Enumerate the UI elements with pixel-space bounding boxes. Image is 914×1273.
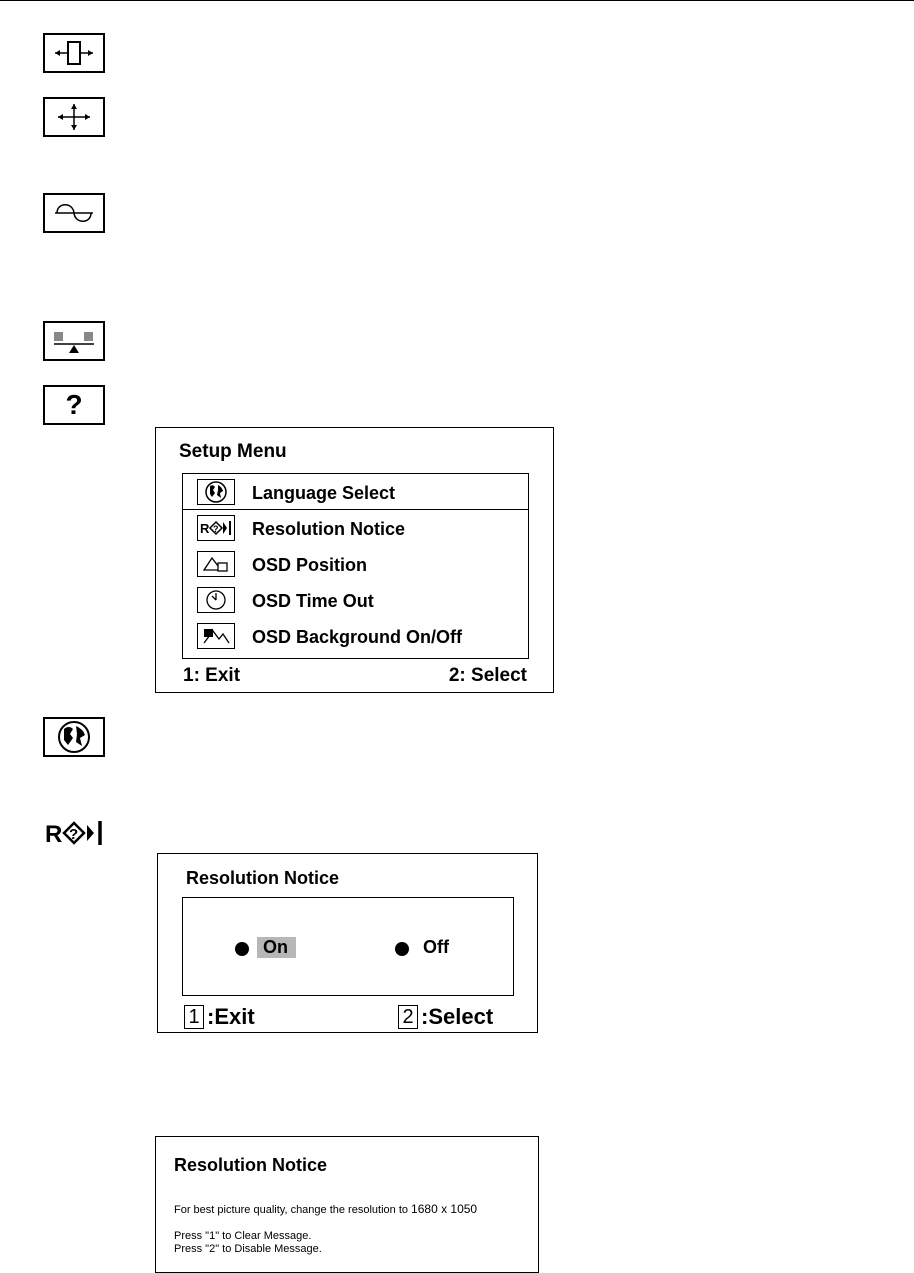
select-hint: 2: Select: [448, 665, 527, 686]
menu-item-label: OSD Position: [252, 555, 368, 575]
menu-item-label: OSD Background On/Off: [252, 627, 463, 647]
osd-position-icon: [197, 551, 235, 577]
option-on[interactable]: On: [257, 937, 296, 958]
message-title: Resolution Notice: [174, 1155, 328, 1175]
select-hint: [398, 1004, 493, 1030]
globe-icon: [43, 717, 105, 757]
menu-item-language-select[interactable]: [183, 474, 528, 510]
setup-menu: [155, 427, 554, 693]
question-mark: ?: [65, 389, 83, 420]
message-line-3: Press "2" to Disable Message.: [174, 1243, 322, 1255]
message-line-2: Press "1" to Clear Message.: [174, 1230, 312, 1242]
setup-menu-title: Setup Menu: [179, 441, 287, 462]
menu-item-label: Language Select: [252, 483, 396, 503]
resolution-message: [155, 1136, 539, 1273]
svg-text:?: ?: [213, 524, 219, 534]
fine-tune-icon: [43, 193, 105, 233]
clock-icon: [197, 587, 235, 613]
resolution-notice-icon: [43, 813, 107, 853]
key-2-box: 2: [398, 1005, 418, 1029]
select-label: :Select: [421, 1004, 494, 1029]
message-line-1: [174, 1202, 477, 1216]
h-size-icon: [43, 33, 105, 73]
information-icon: [43, 385, 105, 425]
menu-item-label: OSD Time Out: [252, 591, 374, 611]
message-text: For best picture quality, change the resolution to: [174, 1204, 412, 1216]
exit-hint: 1: Exit: [183, 665, 241, 686]
svg-text:R: R: [45, 821, 63, 848]
option-off[interactable]: Off: [423, 937, 449, 957]
resolution-value: 1680 x 1050: [411, 1202, 478, 1216]
on-radio[interactable]: [235, 942, 249, 956]
key-1-box: 1: [184, 1005, 204, 1029]
dialog-title: Resolution Notice: [186, 868, 340, 888]
resolution-notice-dialog: [157, 853, 538, 1033]
background-icon: [197, 623, 235, 649]
off-radio[interactable]: [395, 942, 409, 956]
page-top-rule: [0, 0, 914, 1]
menu-item-label: Resolution Notice: [252, 519, 406, 539]
menu-item-osd-background[interactable]: [183, 618, 528, 654]
menu-item-osd-time-out[interactable]: [183, 582, 528, 618]
resolution-notice-icon: [197, 515, 235, 541]
sharpness-icon: [43, 321, 105, 361]
svg-text:?: ?: [69, 826, 79, 843]
options-panel: [182, 897, 514, 996]
exit-hint: [184, 1004, 255, 1030]
menu-item-resolution-notice[interactable]: [183, 510, 528, 546]
menu-item-osd-position[interactable]: [183, 546, 528, 582]
globe-icon: [197, 479, 235, 505]
position-icon: [43, 97, 105, 137]
svg-text:R: R: [200, 521, 210, 536]
exit-label: :Exit: [207, 1004, 255, 1029]
setup-menu-list: [182, 473, 529, 659]
